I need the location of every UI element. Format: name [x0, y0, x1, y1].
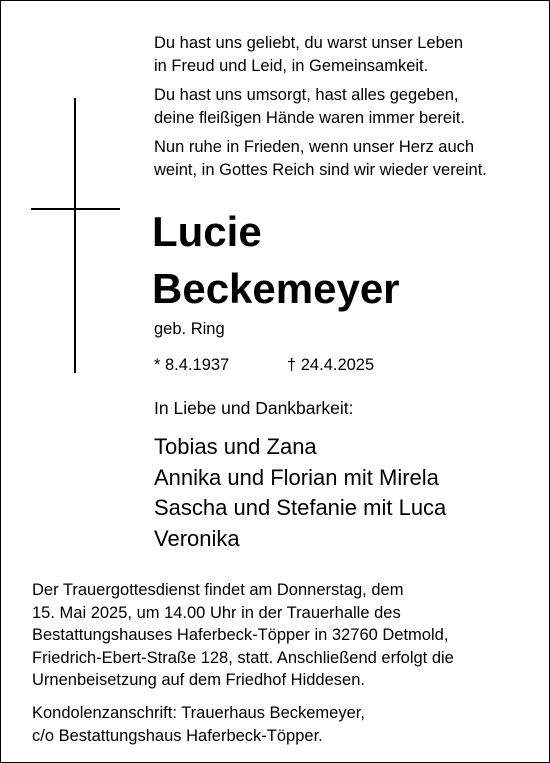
family-member: Annika und Florian mit Mirela [154, 464, 439, 490]
gratitude-line: In Liebe und Dankbarkeit: [154, 398, 354, 418]
service-line: 15. Mai 2025, um 14.00 Uhr in der Trauerhalle des [32, 603, 401, 622]
family-list [154, 432, 446, 554]
poem-line: in Freud und Leid, in Gemeinsamkeit. [154, 57, 429, 75]
deceased-last-name: Beckemeyer [152, 265, 400, 312]
cross-horizontal-bar [31, 208, 120, 210]
poem-line: Du hast uns umsorgt, hast alles gegeben, [154, 86, 459, 104]
deceased-first-name: Lucie [152, 208, 262, 255]
family-member: Sascha und Stefanie mit Luca [154, 495, 447, 520]
poem-line: deine fleißigen Hände waren immer bereit. [154, 109, 465, 127]
service-notice [32, 579, 542, 692]
poem-line: weint, in Gottes Reich sind wir wieder vereint. [154, 161, 487, 179]
condolence-line: Kondolenzanschrift: Trauerhaus Beckemeyer, [32, 704, 365, 722]
poem-line: Du hast uns geliebt, du warst unser Leben [154, 34, 464, 52]
service-line: Der Trauergottesdienst findet am Donnerstag, dem [32, 581, 404, 599]
poem [154, 32, 534, 188]
service-line: Urnenbeisetzung auf dem Friedhof Hiddesen. [32, 671, 365, 689]
poem-stanza [154, 84, 534, 130]
condolence-address [32, 702, 542, 747]
service-line: Bestattungshauses Haferbeck-Töpper in 32760 Detmold, [32, 626, 449, 644]
poem-stanza [154, 136, 534, 182]
poem-line: Nun ruhe in Frieden, wenn unser Herz auch [154, 138, 475, 156]
cross-vertical-bar [74, 98, 76, 373]
poem-stanza [154, 32, 534, 78]
family-member: Veronika [154, 525, 240, 551]
birth-date: * 8.4.1937 [154, 356, 230, 374]
maiden-name: geb. Ring [154, 320, 225, 338]
family-member: Tobias und Zana [154, 434, 317, 459]
service-line: Friedrich-Ebert-Straße 128, statt. Anschließend erfolgt die [32, 648, 454, 667]
death-date: † 24.4.2025 [287, 356, 375, 374]
condolence-line: c/o Bestattungshaus Haferbeck-Töpper. [32, 726, 323, 745]
